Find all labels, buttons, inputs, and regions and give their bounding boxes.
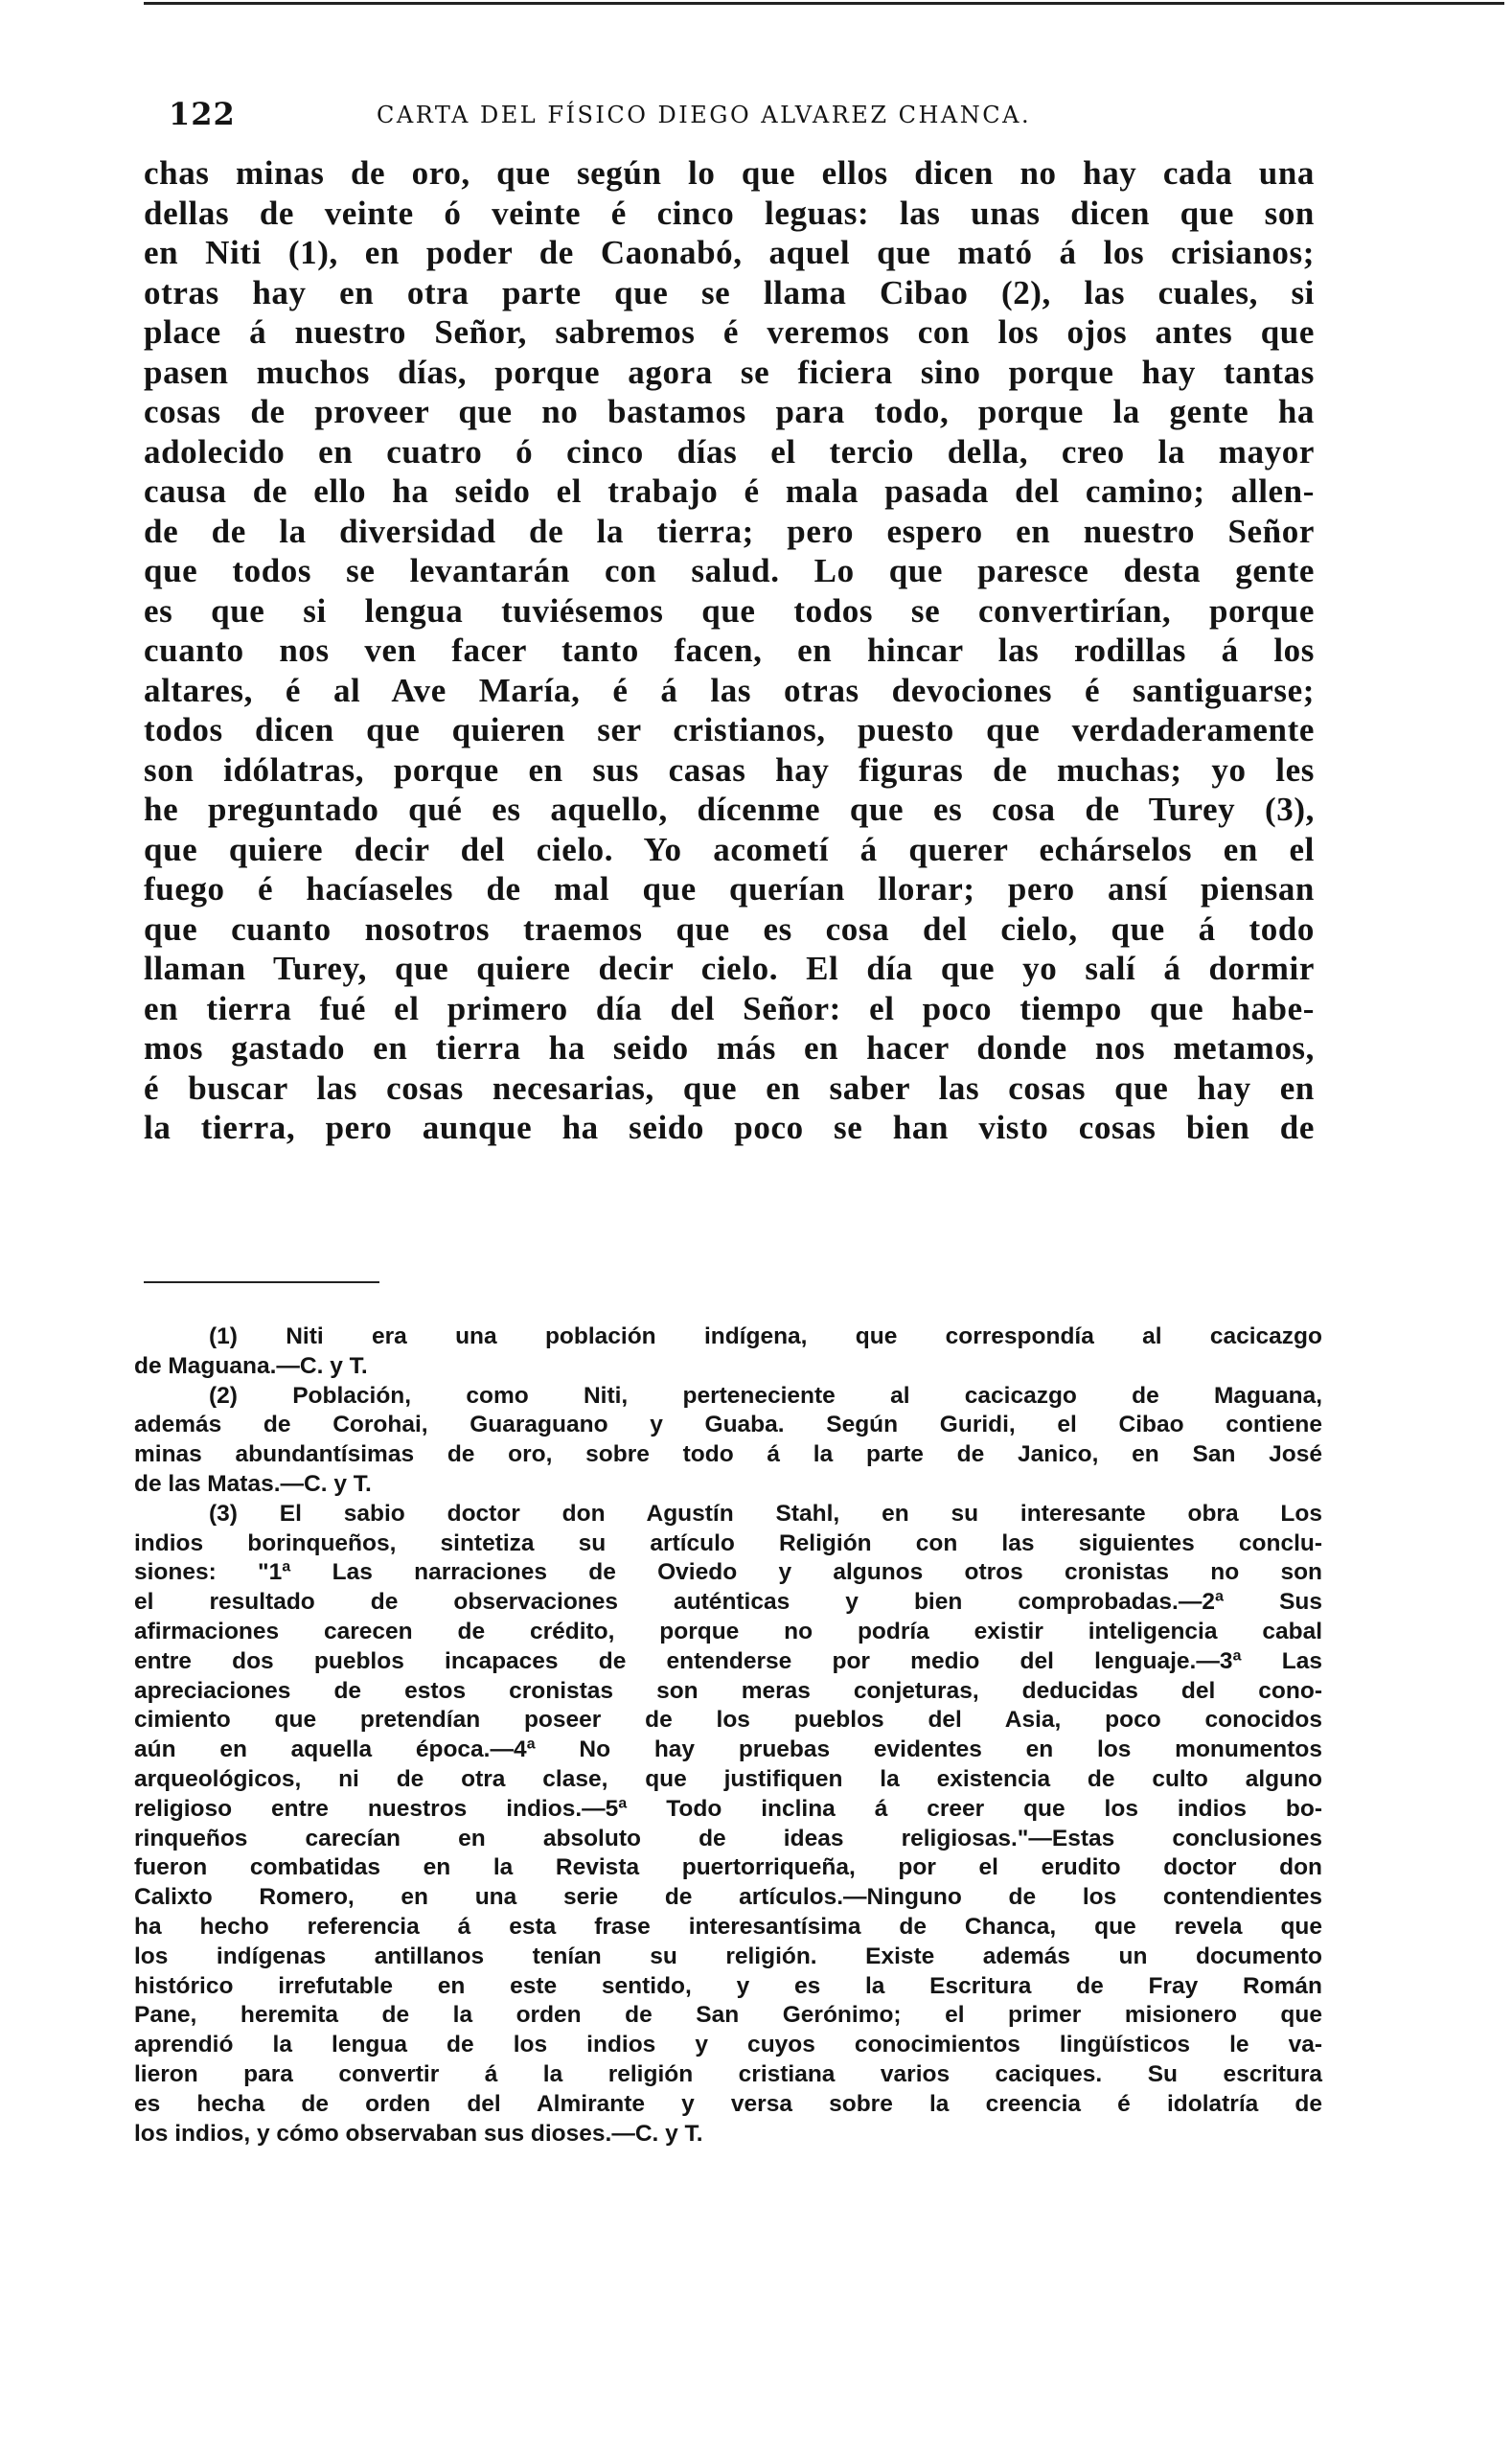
footnote-line: siones: "1ª Las narraciones de Oviedo y algunos otros cronistas no son xyxy=(134,1559,1322,1586)
text-line: cosas de proveer que no bastamos para todo, porque la gente ha xyxy=(144,393,1315,430)
text-line: he preguntado qué es aquello, dícenme que es cosa de Turey (3), xyxy=(144,791,1315,828)
footnote-line: Pane, heremita de la orden de San Gerónimo; el primer misionero que xyxy=(134,2002,1322,2029)
text-line: cuanto nos ven facer tanto facen, en hincar las rodillas á los xyxy=(144,632,1315,669)
footnote-line: rinqueños carecían en absoluto de ideas religiosas."—Estas conclusiones xyxy=(134,1825,1322,1851)
text-line: llaman Turey, que quiere decir cielo. El día que yo salí á dormir xyxy=(144,950,1315,987)
footnote-line: entre dos pueblos incapaces de entenderse por medio del lenguaje.—3ª Las xyxy=(134,1647,1322,1674)
footnote-line: lieron para convertir á la religión cristiana varios caciques. Su escritura xyxy=(134,2060,1322,2087)
text-line: place á nuestro Señor, sabremos é veremos con los ojos antes que xyxy=(144,313,1315,351)
text-line: é buscar las cosas necesarias, que en saber las cosas que hay en xyxy=(144,1069,1315,1107)
footnote-line: aún en aquella época.—4ª No hay pruebas evidentes en los monumentos xyxy=(134,1736,1322,1763)
page-header xyxy=(151,96,1340,140)
footnote-line: es hecha de orden del Almirante y versa sobre la creencia é idolatría de xyxy=(134,2090,1322,2117)
footnote-line: de las Matas.—C. y T. xyxy=(134,1470,372,1497)
footnote-1 xyxy=(134,1322,1322,1382)
text-line: en Niti (1), en poder de Caonabó, aquel que mató á los crisianos; xyxy=(144,234,1315,271)
footnote-line: minas abundantísimas de oro, sobre todo á la parte de Janico, en San José xyxy=(134,1441,1322,1468)
text-line: son idólatras, porque en sus casas hay figuras de muchas; yo les xyxy=(144,750,1315,789)
text-line: la tierra, pero aunque ha seido poco se han visto cosas bien de xyxy=(144,1109,1315,1146)
footnote-line: indios borinqueños, sintetiza su artículo Religión con las siguientes conclu- xyxy=(134,1529,1322,1556)
footnote-line: histórico irrefutable en este sentido, y es la Escritura de Fray Román xyxy=(134,1972,1322,1999)
text-line: chas minas de oro, que según lo que ellos dicen no hay cada una xyxy=(144,154,1315,192)
text-line: es que si lengua tuviésemos que todos se convertirían, porque xyxy=(144,591,1315,630)
text-line: pasen muchos días, porque agora se ficiera sino porque hay tantas xyxy=(144,353,1315,391)
footnote-line: fueron combatidas en la Revista puertorriqueña, por el erudito doctor don xyxy=(134,1854,1322,1881)
footnote-line: (3) El sabio doctor don Agustín Stahl, en su interesante obra Los xyxy=(209,1500,1322,1527)
text-line: altares, é al Ave María, é á las otras devociones é santiguarse; xyxy=(144,671,1315,709)
text-line: causa de ello ha seido el trabajo é mala pasada del camino; allen- xyxy=(144,472,1315,510)
footnote-3 xyxy=(134,1500,1322,2150)
text-line: que quiere decir del cielo. Yo acometí á querer echárselos en el xyxy=(144,830,1315,868)
footnote-line: además de Corohai, Guaraguano y Guaba. Según Guridi, el Cibao contiene xyxy=(134,1412,1322,1438)
footnote-line: afirmaciones carecen de crédito, porque no podría existir inteligencia cabal xyxy=(134,1618,1322,1644)
main-paragraph xyxy=(144,153,1315,1148)
main-text xyxy=(144,153,1315,1148)
text-line: que cuanto nosotros traemos que es cosa del cielo, que á todo xyxy=(144,909,1315,948)
text-line: que todos se levantarán con salud. Lo que paresce desta gente xyxy=(144,552,1315,589)
footnote-separator xyxy=(144,1281,379,1283)
text-line: mos gastado en tierra ha seido más en hacer donde nos metamos, xyxy=(144,1029,1315,1067)
footnote-line: (1) Niti era una población indígena, que correspondía al cacicazgo xyxy=(209,1323,1322,1349)
footnote-line: el resultado de observaciones auténticas y bien comprobadas.—2ª Sus xyxy=(134,1589,1322,1616)
page-number: 122 xyxy=(169,96,236,132)
footnote-line: apreciaciones de estos cronistas son meras conjeturas, deducidas del cono- xyxy=(134,1677,1322,1704)
footnote-line: aprendió la lengua de los indios y cuyos conocimientos lingüísticos le va- xyxy=(134,2032,1322,2058)
running-head: CARTA DEL FÍSICO DIEGO ALVAREZ CHANCA. xyxy=(377,102,1032,128)
footnotes xyxy=(134,1322,1322,2149)
text-line: todos dicen que quieren ser cristianos, puesto que verdaderamente xyxy=(144,711,1315,748)
footnote-line: cimiento que pretendían poseer de los pueblos del Asia, poco conocidos xyxy=(134,1707,1322,1734)
footnote-line: religioso entre nuestros indios.—5ª Todo inclina á creer que los indios bo- xyxy=(134,1795,1322,1822)
top-rule xyxy=(144,2,1504,5)
footnote-line: los indígenas antillanos tenían su religión. Existe además un documento xyxy=(134,1943,1322,1969)
text-line: de de la diversidad de la tierra; pero espero en nuestro Señor xyxy=(144,512,1315,550)
text-line: en tierra fué el primero día del Señor: el poco tiempo que habe- xyxy=(144,989,1315,1027)
text-line: dellas de veinte ó veinte é cinco leguas: las unas dicen que son xyxy=(144,194,1315,232)
text-line: adolecido en cuatro ó cinco días el tercio della, creo la mayor xyxy=(144,432,1315,471)
footnote-line: ha hecho referencia á esta frase interesantísima de Chanca, que revela que xyxy=(134,1913,1322,1940)
footnote-line: de Maguana.—C. y T. xyxy=(134,1352,368,1379)
footnote-line: los indios, y cómo observaban sus dioses.—C. y T. xyxy=(134,2120,703,2147)
text-line: otras hay en otra parte que se llama Cibao (2), las cuales, si xyxy=(144,273,1315,311)
text-line: fuego é hacíaseles de mal que querían llorar; pero ansí piensan xyxy=(144,870,1315,908)
footnote-2 xyxy=(134,1382,1322,1500)
footnote-line: Calixto Romero, en una serie de artículos.—Ninguno de los contendientes xyxy=(134,1884,1322,1911)
footnote-line: (2) Población, como Niti, perteneciente al cacicazgo de Maguana, xyxy=(209,1382,1322,1409)
footnote-line: arqueológicos, ni de otra clase, que justifiquen la existencia de culto alguno xyxy=(134,1765,1322,1792)
